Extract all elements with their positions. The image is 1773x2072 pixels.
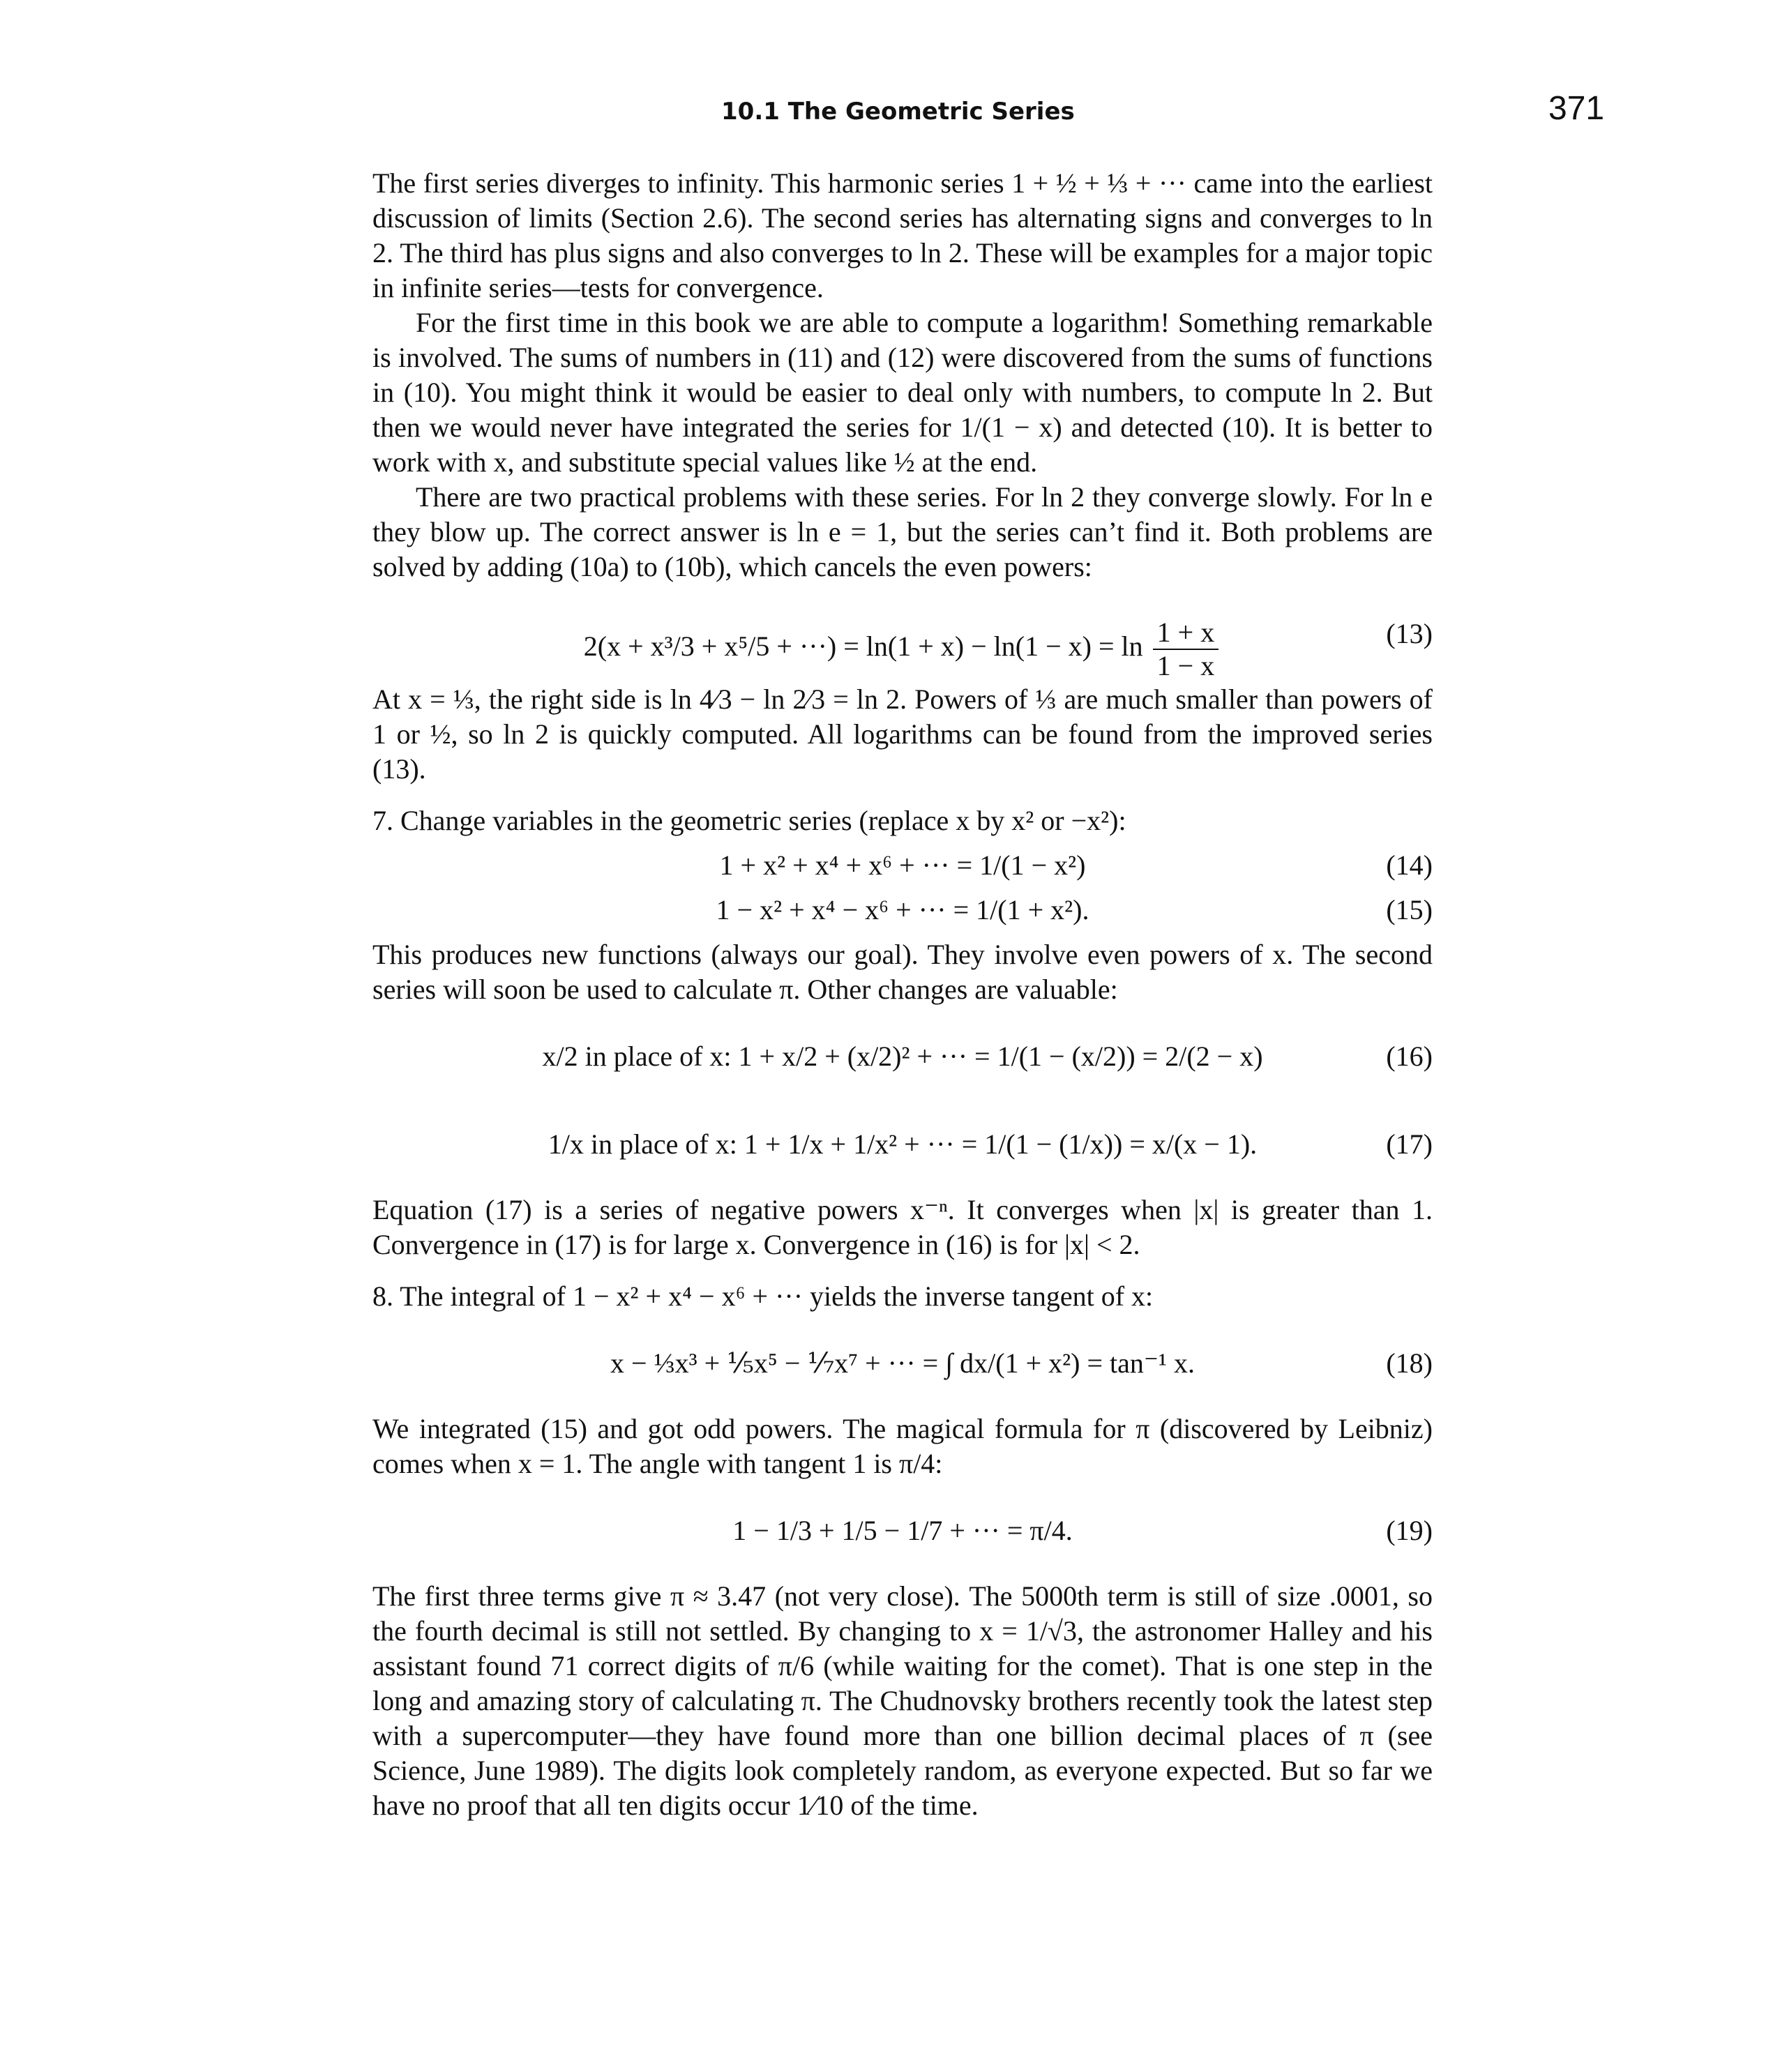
- page-number: 371: [1548, 90, 1605, 127]
- equation-number: (13): [1386, 618, 1433, 649]
- equation-14: [372, 848, 1433, 883]
- equation-17: [372, 1105, 1433, 1183]
- equation-16: [372, 1017, 1433, 1095]
- equation-expression: 1/x in place of x: 1 + 1/x + 1/x² + ··· = 1/(1 − (1/x)) = x/(x − 1).: [548, 1128, 1258, 1160]
- equation-15: [372, 893, 1433, 928]
- equation-13: [372, 594, 1433, 681]
- paragraph: This produces new functions (always our goal). They involve even powers of x. The second series will soon be used to calculate π. Other changes are valuable:: [372, 939, 1433, 1005]
- paragraph: The first three terms give π ≈ 3.47 (not very close). The 5000th term is still of size .0001, so the fourth decimal is still not settled. By changing to x = 1/√3, the astronomer Halley and his assistant found 71 correct digits of π/6 (while waiting for the comet). That is one step in the long and amazing story of calculating π. The Chudnovsky brothers recently took the latest step with a supercomputer—they have found more than one billion decimal places of π (see Science, June 1989). The digits look completely random, as everyone expected. But so far we have no proof that all ten digits occur 1⁄10 of the time.: [372, 1580, 1433, 1821]
- fraction: [1153, 617, 1219, 682]
- page-header: [0, 90, 1773, 139]
- page-body: [372, 166, 1433, 1823]
- equation-number: (19): [1386, 1515, 1433, 1546]
- list-item-7: 7. Change variables in the geometric series (replace x by x² or −x²):: [372, 805, 1126, 836]
- equation-expression: x/2 in place of x: 1 + x/2 + (x/2)² + ··· = 1/(1 − (x/2)) = 2/(2 − x): [542, 1041, 1263, 1072]
- equation-rhs: = ln(1 + x) − ln(1 − x) = ln: [843, 630, 1143, 663]
- equation-18: [372, 1324, 1433, 1402]
- equation-number: (15): [1386, 894, 1433, 925]
- equation-number: (18): [1386, 1347, 1433, 1379]
- fraction-numerator: 1 + x: [1153, 617, 1219, 650]
- paragraph: There are two practical problems with these series. For ln 2 they converge slowly. For ln e they blow up. The correct answer is ln e = 1, but the series can’t find it. Both problems are solved by adding (10a) to (10b), which cancels the even powers:: [372, 481, 1433, 582]
- equation-19: [372, 1491, 1433, 1569]
- paragraph: Equation (17) is a series of negative powers x⁻ⁿ. It converges when |x| is greater than 1. Convergence in (17) is for large x. Convergence in (16) is for |x| < 2.: [372, 1194, 1433, 1260]
- equation-expression: 1 − 1/3 + 1/5 − 1/7 + ··· = π/4.: [732, 1515, 1073, 1546]
- equation-expression: 1 − x² + x⁴ − x⁶ + ··· = 1/(1 + x²).: [716, 894, 1089, 925]
- equation-expression: [372, 617, 1433, 682]
- paragraph: For the first time in this book we are able to compute a logarithm! Something remarkable is involved. The sums of numbers in (11) and (12) were discovered from the sums of functions in (10). You might think it would be easier to deal only with numbers, to compute ln 2. But then we would never have integrated the series for 1/(1 − x) and detected (10). It is better to work with x, and substitute special values like ½ at the end.: [372, 307, 1433, 478]
- paragraph: The first series diverges to infinity. This harmonic series 1 + ½ + ⅓ + ··· came into the earliest discussion of limits (Section 2.6). The second series has alternating signs and converges to ln 2. The third has plus signs and also converges to ln 2. These will be examples for a major topic in infinite series—tests for convergence.: [372, 167, 1433, 303]
- equation-number: (17): [1386, 1128, 1433, 1160]
- fraction-denominator: 1 − x: [1156, 650, 1215, 681]
- paragraph: At x = ⅓, the right side is ln 4⁄3 − ln 2⁄3 = ln 2. Powers of ⅓ are much smaller than powers of 1 or ½, so ln 2 is quickly computed. All logarithms can be found from the improved series (13).: [372, 683, 1433, 785]
- paragraph: We integrated (15) and got odd powers. The magical formula for π (discovered by Leibniz) comes when x = 1. The angle with tangent 1 is π/4:: [372, 1413, 1433, 1479]
- equation-expression: x − ⅓x³ + ⅕x⁵ − ⅐x⁷ + ··· = ∫ dx/(1 + x²) = tan⁻¹ x.: [610, 1347, 1195, 1379]
- equation-lhs: 2(x + x³/3 + x⁵/5 + ···): [583, 630, 837, 663]
- equation-number: (14): [1386, 849, 1433, 881]
- running-head: 10.1 The Geometric Series: [721, 98, 1075, 126]
- list-item-8: 8. The integral of 1 − x² + x⁴ − x⁶ + ··· yields the inverse tangent of x:: [372, 1280, 1154, 1312]
- equation-number: (16): [1386, 1041, 1433, 1072]
- equation-expression: 1 + x² + x⁴ + x⁶ + ··· = 1/(1 − x²): [719, 849, 1086, 881]
